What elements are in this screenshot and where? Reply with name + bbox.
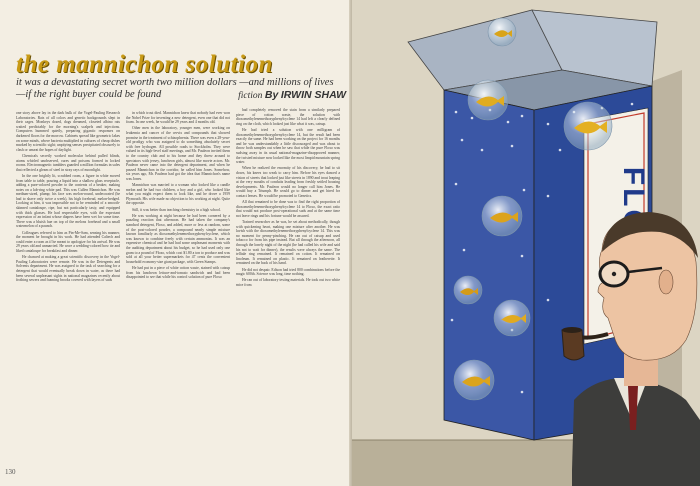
text-column-1 (16, 111, 120, 455)
byline (236, 89, 346, 101)
author-name: IRWIN SHAW (280, 89, 346, 101)
right-page-illustration (352, 0, 700, 486)
bubble-fish (494, 300, 530, 336)
byline-label: fiction (238, 91, 263, 101)
byline-by: By (264, 89, 279, 101)
paragraph: Trained researcher as he was, he set about methodically, though with quickening heart, making one mixture after another. He was lavish with the dioxomethylenemethoxyphenylcyclene 14. This was no moment for penny-pinching. He ran out of catsup and used tobacco for from his pipe instead. But all through the afternoon, all through the lonely night of the night (he had called his wife and said his not to wait for dinner), the results were always the same. The telltale ring remained. It remained on cotton. It remained on linoleum. It remained on plastic. It remained on leatherette. It remained on the back of his hand. (236, 220, 340, 266)
paragraph: Mannichon was married to a woman who looked like a candle melon and he had two children, a boy and a girl, who looked like what you might expect them to look like, and he drove a 1959 Plymouth. His wife made no objection to his working at night. Quite the opposite. (126, 183, 230, 206)
text-column-3 (236, 108, 340, 456)
paragraph: He had put in a piece of white cotton waste, stained with catsup from his luncheon lettuce-and-tomato sandwich and had been disappointed to see that while his control solution of pure Floxo (126, 265, 230, 280)
bubble-fish (482, 196, 522, 236)
illustration (352, 0, 700, 486)
story-deck: it was a devastating secret worth two million dollars —and millions of lives—if the right buyer could be found (16, 77, 334, 100)
paragraph: He chanced at making a great scientific discovery in the Vogel-Pauling Laboratories were remote. He was in the Detergents and Solvents department. He was assigned to the task of searching for a detergent that would eventually break down in water, as there had been several unpleasant sights in national magazines recently about frothing sewers and foaming brooks covered with layers of suds (16, 255, 120, 283)
paragraph: In the one brightly lit, scrubbed room, a figure in white moved from table to table, pouring a liquid into a shallow glass receptacle, adding a pure-colored powder to the contents of a beaker, making notes on a lab-ring white pad. This was Cullen Mannichon. He was medium-sized, plump; his face was melon-round, undecorated (he had to shave only twice a week), his high forehead, melon-hedged. Looking at him, it was impossible not to be reminded of a smooth-skinned cantaloupe, ripe, but not particularly tasty, and equipped with thick glasses. He had respectable eyes, with the expectant expression of an infant whose diapers have been wet for some time. There was a bluish hue on top of the melons forehead and a small watermelon of a paunch. (16, 173, 120, 229)
paragraph: He had tried a solution with one milligram of dioxomethylenemethoxyphenylcyclene 14, but the result had been exactly the same. He had been working on the project for 16 months and he was understandably a little discouraged and was about to throw both samples out when he saw that while the pure Floxo was sudsing away in its usual national-magazine-disapproved manner, the twisted mixture now looked like the most limpid mountain spring water. (236, 127, 340, 165)
text-column-2 (126, 111, 230, 455)
page-number: 130 (5, 468, 16, 476)
bubble-fish (488, 18, 516, 46)
paragraph: Colleagues referred to him as Pin-Me-Sam, sensing his manner, the moment he brought in his work. He had attended Caltech and could enter a room as if he meant to apologize for his arrival. He was 29 years old and unmarried. He wore a wedding-colored bow tie and liked cantaloupe for breakfast and dinner. (16, 230, 120, 253)
paragraph: He did not despair. Edison had tried 800 combinations before the magic 600th. Science was long, time nothing. (236, 267, 340, 277)
paragraph: had completely removed the stain from a similarly prepared piece of cotton waste, the solution with dioxomethylenemethoxyphenylcyclene 14 had left a clearly defined ring on the cloth, which looked just like what it was, catsup. (236, 108, 340, 126)
story-title: the mannichon solution (16, 51, 273, 78)
bubble-fish (454, 360, 494, 400)
paragraph: Other men in the laboratory, younger men, were working on leukemia and cancer of the cervix and compounds that showed promise in the treatment of schizophrenia. There was even a 28-year-old prodigy who was assigned to do something absolutely secret with free hydrogen. All possible roads to Stockholm. They were valued in its high-level staff meetings, and Mr. Pauleon invited them to the country club and to his home and they threw around to spectators with jersey, luncheon girls, almost like movie actors. Mr. Pauleon never came into the detergent department, and when he passed Mannichon in the corridor, he called him Jones. Somehow, six years ago, Mr. Pauleon had got the idea that Mannichon's name was Jones. (126, 126, 230, 181)
paragraph: All that remained to be done was to find the right proportion of dioxomethylenemethoxyphenylcyclene 14 to Floxo, the exact ratio that would not produce post-operational suds and at the same time not leave rings and his fortune would be assured. (236, 200, 340, 218)
bubble-fish (468, 80, 508, 120)
paragraph: He was working at night because he had been cornered by a puzzling reaction that afternoon. He had taken the company's standard detergent, Floxo, and added, more or less at random, some of the post-colored powder, a compound nearly simple mixture known familiarly as dioxomethylenemethoxyphenylcyclene, which was known to combine freely with certain ammonias. It was an expensive chemical and he had had some unpleasant moments with the auditing department about his budget, so he had used only one gram to a pound of Floxo, which cost $1.80 a ton to produce and was sold at all your better supermarkets for 47 cents the convenient household economy-size giant package, with Green Stamps. (126, 213, 230, 264)
paragraph: Still, it was better than teaching chemistry in a high school. (132, 207, 221, 212)
bubble-fish (564, 102, 612, 150)
paragraph: When he realized the enormity of his discovery, he had to sit down, his knees too weak to carry him. Before his eyes danced a vision of streets that looked just like streets in 1890 and trout leaping at the very mouths of conduits leading from freshly settled housing developments. Mr. Pauleon would no longer call him Jones. He would buy a Triumph. He would go to dinner and get hired for contact lenses. He would be promoted to Genetics. (236, 166, 340, 198)
paragraph: He ran out of laboratory testing materials. He took out two white mice from (236, 278, 340, 287)
bubble-fish (454, 276, 482, 304)
paragraph: Chemicals secretly worked molecular behind pulled blinds, atoms whirled unobserved, cures and poisons formed in locked rooms. Electromagnetic tumblers guarded a million formulas in safes that reflected a gleam of steel in stray rays of moonlight. (16, 153, 120, 172)
paragraph: in which trout died. Mannichon knew that nobody had ever won the Nobel Prize for inventing a new detergent, even one that did not foam. In one week, he would be 29 years and 4 months old. (126, 111, 230, 125)
paragraph: one story above lay in the dark bulk of the Vogel-Pauling Research Laboratories. Rats of all colors and genetic backgrounds slept in their cages. Monkeys dozed, dogs dreamed, closeted albino rats waited predictably for the morning's scalpels and injections. Computers hummed quietly, preparing gigantic responses on darkened floors for the morrow. Cabinets spread like geometric lakes on some minds, where bacteria multiplied in cultures of cheap dishes marked by scientific sight; unpitying senses precipitated obscurely to clash or unseat the hopes of daylight. (16, 111, 120, 152)
